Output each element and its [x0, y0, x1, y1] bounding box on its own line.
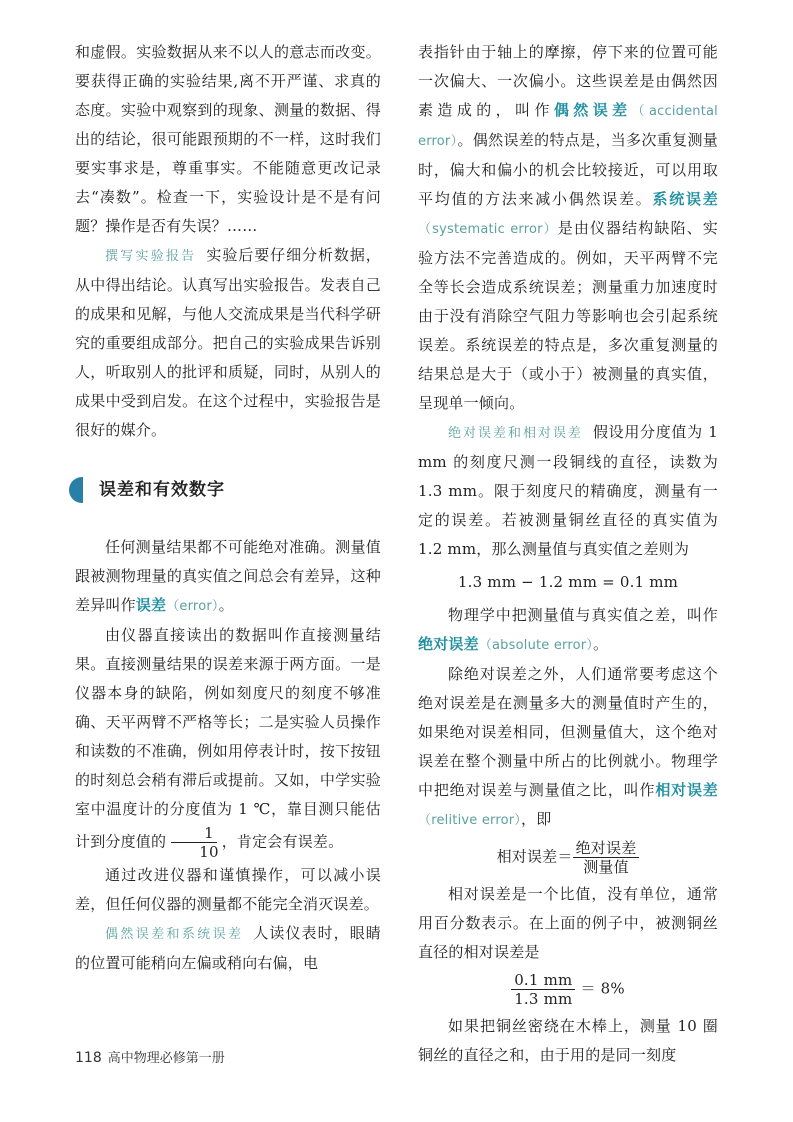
paragraph [418, 418, 718, 564]
equation-lhs: 相对误差＝ [496, 847, 573, 866]
equation [418, 839, 718, 876]
key-term: 误差 [135, 596, 167, 614]
paragraph-text: 。 [218, 596, 234, 614]
key-term: 系统误差 [652, 190, 718, 208]
paragraph [418, 1012, 718, 1070]
equation [418, 971, 718, 1008]
side-heading: 绝对误差和相对误差 [448, 426, 583, 441]
side-heading: 偶然误差和系统误差 [105, 927, 244, 942]
section-marker-icon [69, 477, 83, 503]
paragraph-text: 任何测量结果都不可能绝对准确。测量值跟被测物理量的真实值之间总会有差异，这种差异叫作 [75, 538, 381, 614]
paragraph-text: 是由仪器结构缺陷、实验方法不完善造成的。例如，天平两臂不完全等长会造成系统误差；测量重力加速度时由于没有消除空气阻力等影响也会引起系统误差。系统误差的特点是，多次重复测量的结果总是大于（或小于）被测量的真实值，呈现单一倾向。 [418, 219, 718, 412]
paragraph [75, 919, 381, 978]
key-term: 绝对误差 [418, 635, 479, 653]
paragraph [418, 880, 718, 967]
fraction [573, 839, 640, 876]
paragraph-text: 和虚假。实验数据从来不以人的意志而改变。要获得正确的实验结果,离不开严谨、求真的态度。实验中观察到的现象、测量的数据、得出的结论，很可能跟预期的不一样，这时我们要实事求是，尊重事实。不能随意更改记录去“凑数”。检查一下，实验设计是不是有问题？操作是否有失误？…… [75, 43, 381, 235]
english-term: （error） [166, 599, 219, 614]
paragraph-text: 通过改进仪器和谨慎操作，可以减小误差，但任何仪器的测量都不能完全消灭误差。 [75, 866, 381, 913]
paragraph-text: 如果把铜丝密绕在木棒上，测量 10 圈铜丝的直径之和，由于用的是同一刻度 [418, 1017, 718, 1064]
paragraph-text: 。 [593, 635, 609, 653]
fraction-denominator: 测量值 [583, 858, 629, 876]
paragraph-text: ，即 [521, 810, 552, 828]
fraction-denominator: 10 [199, 843, 219, 861]
paragraph [418, 38, 718, 418]
english-term: （absolute error） [478, 638, 594, 653]
page-footer [75, 1047, 225, 1066]
paragraph-text: 实验后要仔细分析数据，从中得出结论。认真写出实验报告。发表自己的成果和见解，与他人交流成果是当代科学研究的重要组成部分。把自己的实验成果告诉别人，听取别人的批评和质疑，同时，从别人的成果中受到启发。在这个过程中，实验报告是很好的媒介。 [75, 246, 381, 439]
page-number: 118 [75, 1050, 102, 1066]
paragraph-text: 物理学中把测量值与真实值之差，叫作 [448, 606, 718, 624]
fraction-numerator: 0.1 mm [511, 971, 575, 990]
fraction-denominator: 1.3 mm [514, 990, 573, 1008]
paragraph-text: 人读仪表时，眼睛的位置可能稍向左偏或稍向右偏，电 [75, 924, 381, 972]
english-term: （relitive error） [418, 813, 521, 828]
key-term: 偶然误差 [553, 101, 632, 119]
english-term: （systematic error） [418, 222, 558, 237]
paragraph [418, 601, 718, 660]
side-heading: 撰写实验报告 [105, 249, 197, 264]
fraction-numerator: 绝对误差 [573, 839, 640, 858]
fraction [511, 971, 575, 1008]
section-title: 误差和有效数字 [99, 479, 225, 500]
paragraph [75, 861, 381, 919]
paragraph [75, 38, 381, 241]
book-title: 高中物理必修第一册 [107, 1051, 225, 1066]
left-column [75, 38, 381, 978]
english-term: （accidental error） [418, 104, 718, 149]
section-heading [75, 475, 381, 505]
key-term: 相对误差 [655, 781, 718, 799]
paragraph-text: 表指针由于轴上的摩擦，停下来的位置可能一次偏大、一次偏小。这些误差是由偶然因素造成的，叫作 [418, 43, 718, 119]
paragraph [418, 660, 718, 835]
fraction-numerator: 1 [171, 824, 217, 843]
paragraph-text: 假设用分度值为 1 mm 的刻度尺测一段铜线的直径，读数为 1.3 mm。限于刻度尺的精确度，测量有一定的误差。若被测量铜丝直径的真实值为 1.2 mm，那么测量值与真实值之差则为 [418, 423, 718, 558]
paragraph-text: 相对误差是一个比值，没有单位，通常用百分数表示。在上面的例子中，被测铜丝直径的相对误差是 [418, 885, 718, 961]
equation: 1.3 mm − 1.2 mm = 0.1 mm [457, 573, 679, 591]
paragraph [75, 621, 381, 861]
fraction [166, 824, 222, 861]
paragraph-text: 。偶然误差的特点是，当多次重复测量时，偏大和偏小的机会比较接近，可以用取平均值的方法来减小偶然误差。 [418, 131, 719, 208]
equation-rhs: ＝ 8% [580, 979, 625, 998]
paragraph-text: 除绝对误差之外，人们通常要考虑这个绝对误差是在测量多大的测量值时产生的，如果绝对误差相同，但测量值大，这个绝对误差在整个测量中所占的比例就小。物理学中把绝对误差与测量值之比，叫作 [418, 665, 718, 799]
paragraph-text: ，肯定会有误差。 [221, 832, 344, 851]
paragraph-text: 由仪器直接读出的数据叫作直接测量结果。直接测量结果的误差来源于两方面。一是仪器本身的缺陷，例如刻度尺的刻度不够准确、天平两臂不严格等长；二是实验人员操作和读数的不准确，例如用停表计时，按下按钮的时刻总会稍有滞后或提前。又如，中学实验室中温度计的分度值为 1 ℃，靠目测只能估计到分度值的 [75, 626, 381, 851]
right-column [418, 38, 718, 1070]
paragraph [75, 241, 381, 445]
paragraph [75, 533, 381, 621]
